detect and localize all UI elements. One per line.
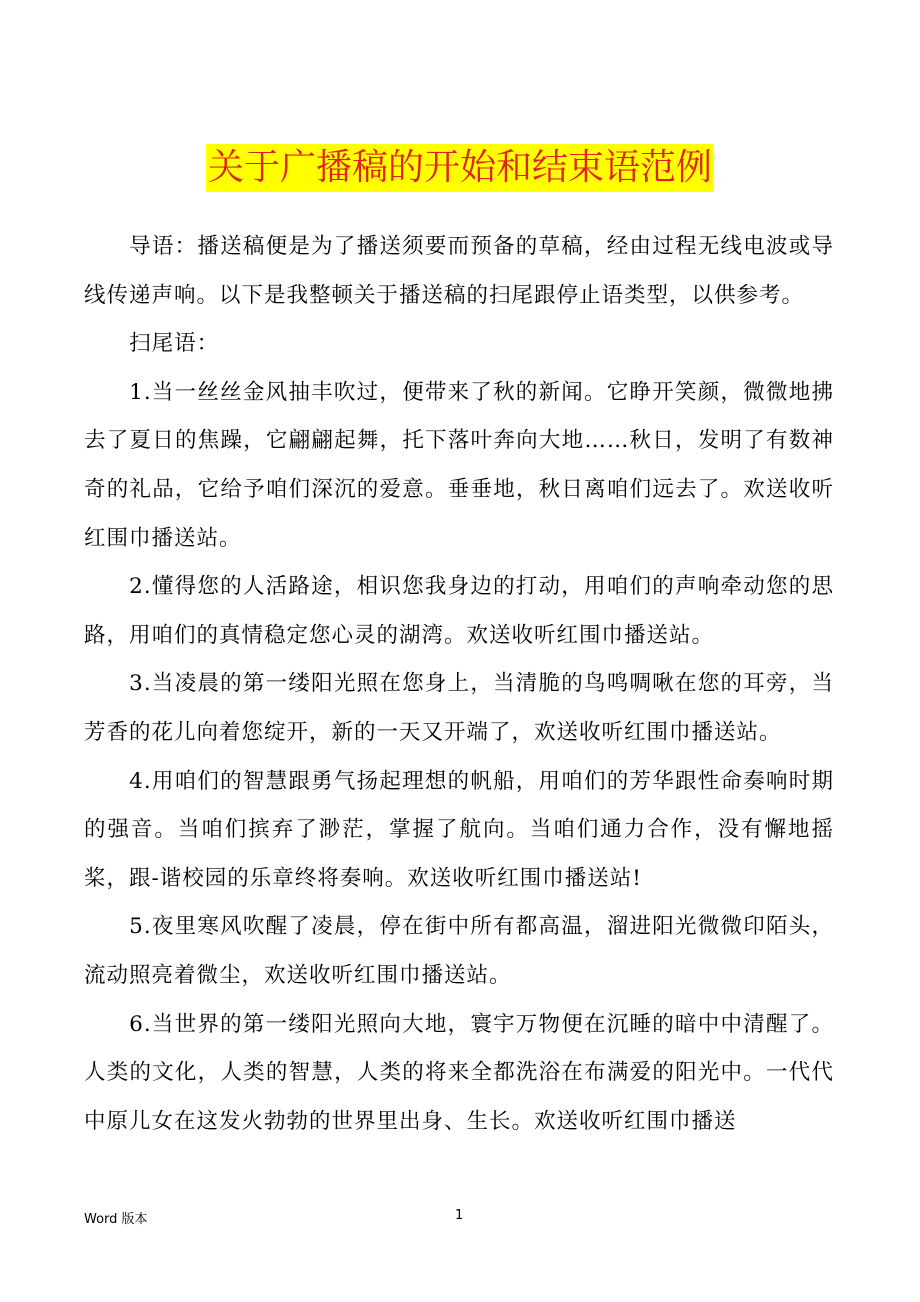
document-title: 关于广播稿的开始和结束语范例 xyxy=(206,144,714,192)
intro-paragraph: 导语：播送稿便是为了播送须要而预备的草稿，经由过程无线电波或导线传递声响。以下是我整顿关于播送稿的扫尾跟停止语类型，以供参考。 xyxy=(84,234,834,308)
paragraph-item-3: 3.当凌晨的第一缕阳光照在您身上，当清脆的鸟鸣啁啾在您的耳旁，当芳香的花儿向着您绽开，新的一天又开端了，欢送收听红围巾播送站。 xyxy=(84,671,834,745)
paragraph-item-1: 1.当一丝丝金风抽丰吹过，便带来了秋的新闻。它睁开笑颜，微微地拂去了夏日的焦躁，它翩翩起舞，托下落叶奔向大地……秋日，发明了有数神奇的礼品，它给予咱们深沉的爱意。垂垂地，秋日离咱们远去了。欢送收听红围巾播送站。 xyxy=(84,379,834,551)
document-body xyxy=(84,223,834,1146)
paragraph-item-6: 6.当世界的第一缕阳光照向大地，寰宇万物便在沉睡的暗中中清醒了。人类的文化，人类的智慧，人类的将来全都洗浴在布满爱的阳光中。一代代中原儿女在这发火勃勃的世界里出身、生长。欢送收听红围巾播送 xyxy=(84,1011,834,1134)
section-label: 扫尾语： xyxy=(129,331,220,357)
paragraph-item-5: 5.夜里寒风吹醒了凌晨，停在街中所有都高温，溜进阳光微微印陌头，流动照亮着微尘，欢送收听红围巾播送站。 xyxy=(84,914,834,988)
title-container xyxy=(0,144,920,192)
paragraph-item-2: 2.懂得您的人活路途，相识您我身边的打动，用咱们的声响牵动您的思路，用咱们的真情稳定您心灵的湖湾。欢送收听红围巾播送站。 xyxy=(84,574,834,648)
page-number: 1 xyxy=(455,1208,464,1223)
footer-label: Word 版本 xyxy=(84,1212,148,1227)
paragraph-item-4: 4.用咱们的智慧跟勇气扬起理想的帆船，用咱们的芳华跟性命奏响时期的强音。当咱们摈弃了渺茫，掌握了航向。当咱们通力合作，没有懈地摇桨，跟-谐校园的乐章终将奏响。欢送收听红围巾播送站! xyxy=(84,768,834,891)
